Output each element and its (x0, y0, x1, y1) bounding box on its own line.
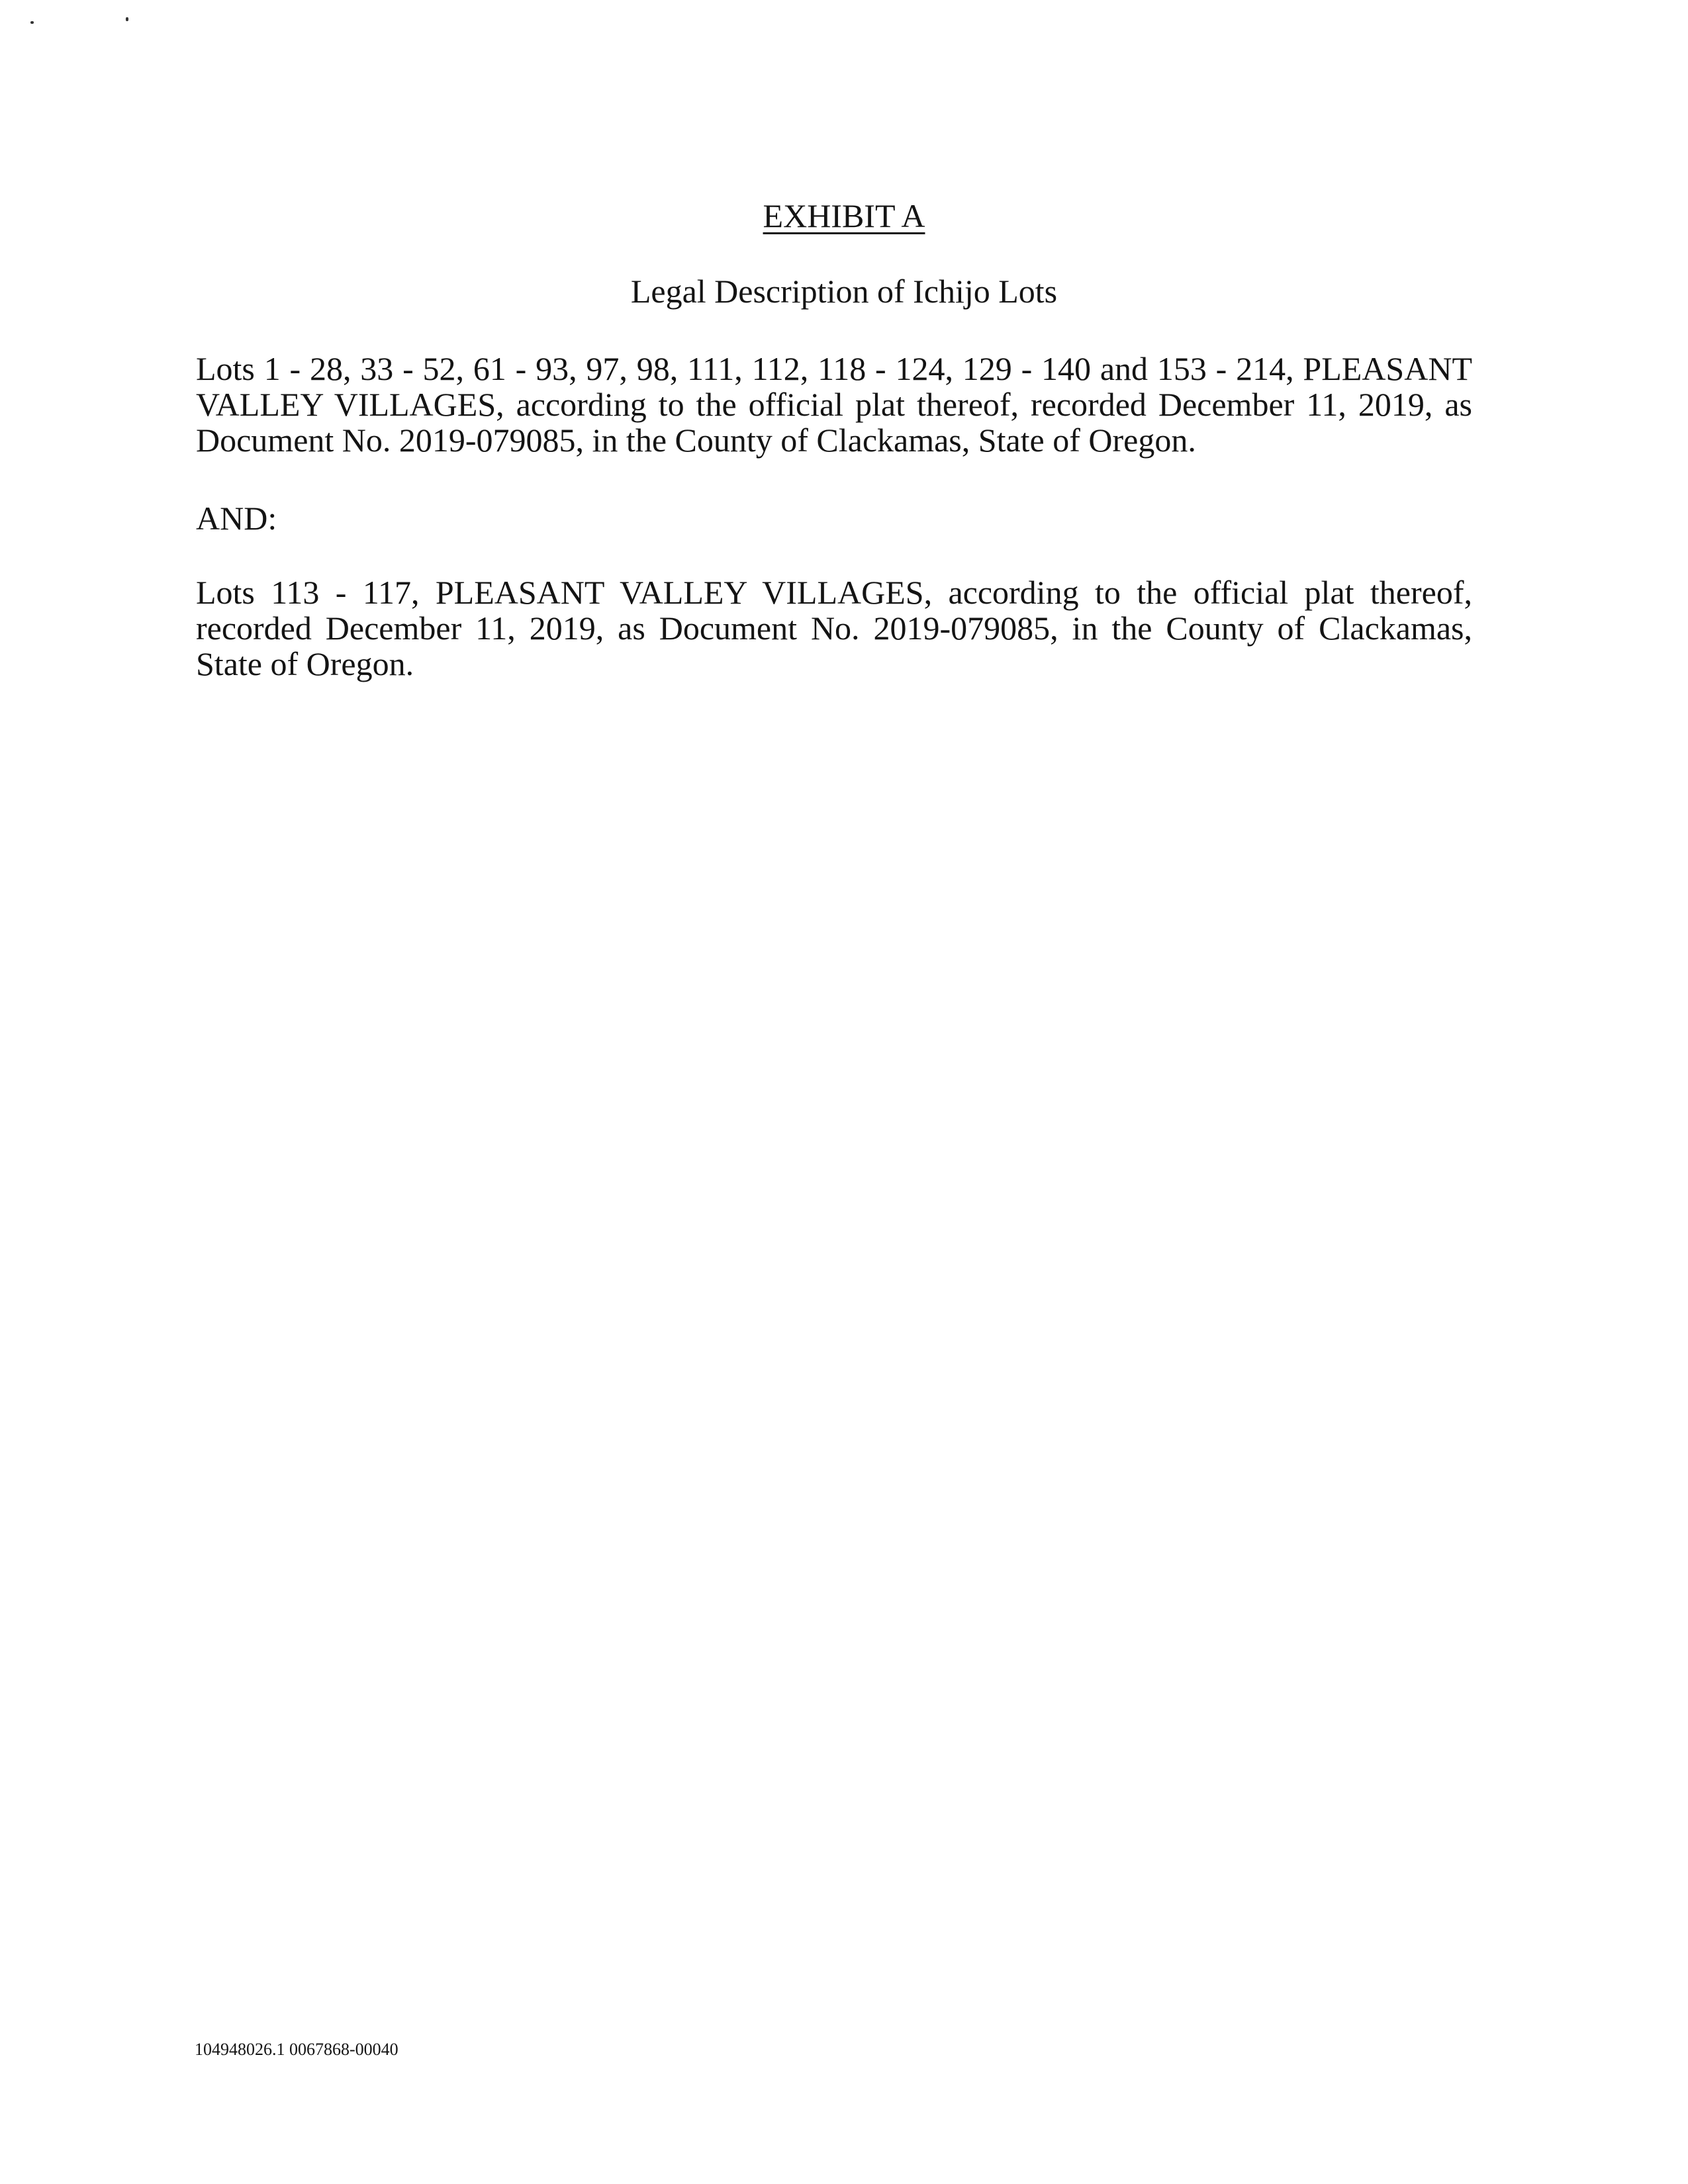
exhibit-title: EXHIBIT A (763, 197, 925, 234)
document-id-footer: 104948026.1 0067868-00040 (195, 2040, 399, 2059)
exhibit-subtitle: Legal Description of Ichijo Lots (630, 273, 1058, 310)
scan-speck (126, 17, 128, 21)
legal-description-paragraph: Lots 1 - 28, 33 - 52, 61 - 93, 97, 98, 111, 112, 118 - 124, 129 - 140 and 153 - 214, PLEASANT VALLEY VILLAGES, according to the official plat thereof, recorded December 11, 2019, as Document No. 2019-079085, in the County of Clackamas, State of Oregon. (196, 350, 1472, 459)
scan-speck (30, 21, 34, 24)
legal-description-paragraph: Lots 113 - 117, PLEASANT VALLEY VILLAGES, according to the official plat thereof, recorded December 11, 2019, as Document No. 2019-079085, in the County of Clackamas, State of Oregon. (196, 574, 1472, 682)
and-separator: AND: (196, 500, 277, 537)
